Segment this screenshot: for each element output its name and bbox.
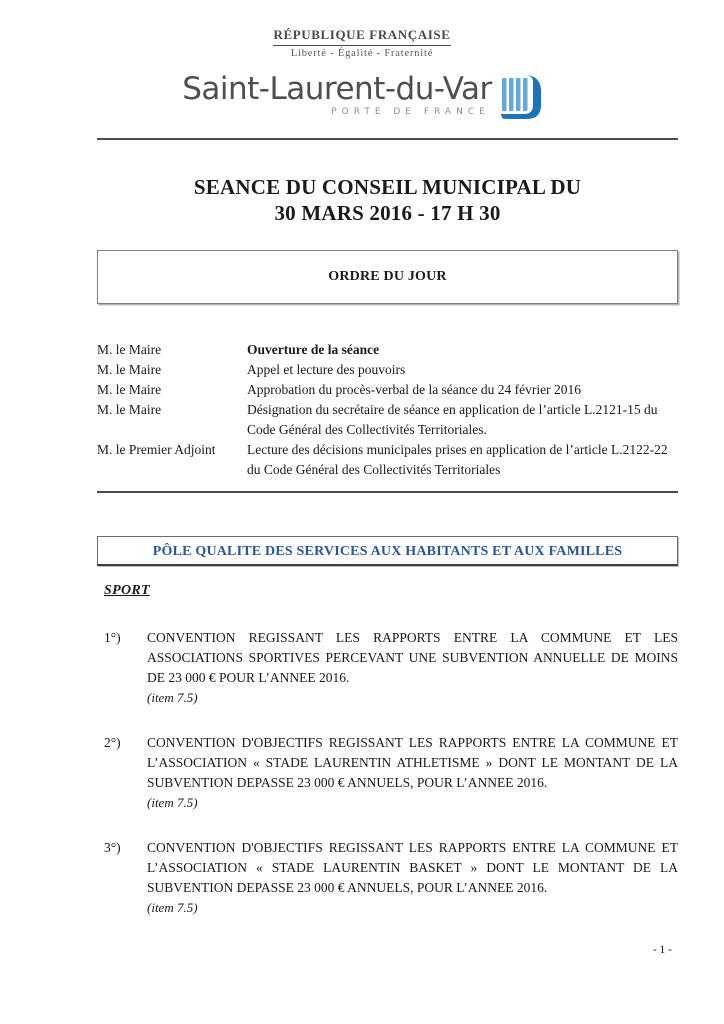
item-number: 1°) (104, 630, 121, 645)
ordre-du-jour-box (97, 250, 678, 304)
agenda-list (97, 340, 678, 480)
city-logo-icon (500, 74, 542, 126)
ordre-du-jour-label: ORDRE DU JOUR (328, 269, 447, 284)
page-title (97, 174, 678, 226)
section-divider (97, 491, 678, 493)
agenda-speaker: M. le Premier Adjoint (97, 442, 216, 457)
item-number: 2°) (104, 735, 121, 750)
agenda-speaker: M. le Maire (97, 382, 162, 397)
page-number: - 1 - (652, 944, 672, 956)
list-item (104, 733, 678, 813)
item-number: 3°) (104, 840, 121, 855)
agenda-description: Ouverture de la séance (247, 342, 380, 357)
pole-section-header (97, 536, 678, 566)
page-title-line2: 30 MARS 2016 - 17 H 30 (274, 201, 501, 225)
agenda-speaker: M. le Maire (97, 362, 162, 377)
agenda-description: Lecture des décisions municipales prises en application de l’article L.2122-22 du Code Général des Collectivités Territoriales (247, 442, 668, 477)
item-note: (item 7.5) (147, 795, 198, 810)
header-divider (97, 138, 678, 140)
item-text: CONVENTION D'OBJECTIFS REGISSANT LES RAPPORTS ENTRE LA COMMUNE ET L’ASSOCIATION « STADE LAURENTIN ATHLETISME » DONT LE MONTANT DE LA SUBVENTION DEPASSE 23 000 € ANNUELS, POUR L’ANNEE 2016. (147, 735, 678, 790)
agenda-speaker: M. le Maire (97, 342, 162, 357)
agenda-row (97, 380, 678, 400)
item-text: CONVENTION REGISSANT LES RAPPORTS ENTRE LA COMMUNE ET LES ASSOCIATIONS SPORTIVES PERCEVANT UNE SUBVENTION ANNUELLE DE MOINS DE 23 000 € POUR L’ANNEE 2016. (147, 630, 678, 685)
agenda-row (97, 340, 678, 360)
agenda-row (97, 400, 678, 440)
city-logo-tagline: PORTE DE FRANCE (331, 107, 490, 117)
agenda-row (97, 440, 678, 480)
item-note: (item 7.5) (147, 900, 198, 915)
items-list (104, 628, 678, 918)
page-title-line1: SEANCE DU CONSEIL MUNICIPAL DU (193, 175, 582, 199)
category-heading: SPORT (104, 583, 150, 598)
republic-header (0, 27, 724, 61)
republic-motto: Liberté - Égalité - Fraternité (290, 48, 434, 59)
agenda-speaker: M. le Maire (97, 402, 162, 417)
item-text: CONVENTION D'OBJECTIFS REGISSANT LES RAPPORTS ENTRE LA COMMUNE ET L’ASSOCIATION « STADE LAURENTIN BASKET » DONT LE MONTANT DE LA SUBVENTION DEPASSE 23 000 € ANNUELS, POUR L’ANNEE 2016. (147, 840, 678, 895)
agenda-description: Approbation du procès-verbal de la séance du 24 février 2016 (247, 382, 581, 397)
agenda-row (97, 360, 678, 380)
agenda-description: Désignation du secrétaire de séance en application de l’article L.2121-15 du Code Général des Collectivités Territoriales. (247, 402, 658, 437)
list-item (104, 628, 678, 708)
city-logo-wordmark: Saint-Laurent-du-Var (182, 71, 492, 107)
list-item (104, 838, 678, 918)
pole-section-title: PÔLE QUALITE DES SERVICES AUX HABITANTS ET AUX FAMILLES (152, 544, 623, 559)
republic-title: RÉPUBLIQUE FRANÇAISE (273, 27, 450, 46)
item-note: (item 7.5) (147, 690, 198, 705)
city-logo (0, 72, 724, 126)
agenda-description: Appel et lecture des pouvoirs (247, 362, 406, 377)
